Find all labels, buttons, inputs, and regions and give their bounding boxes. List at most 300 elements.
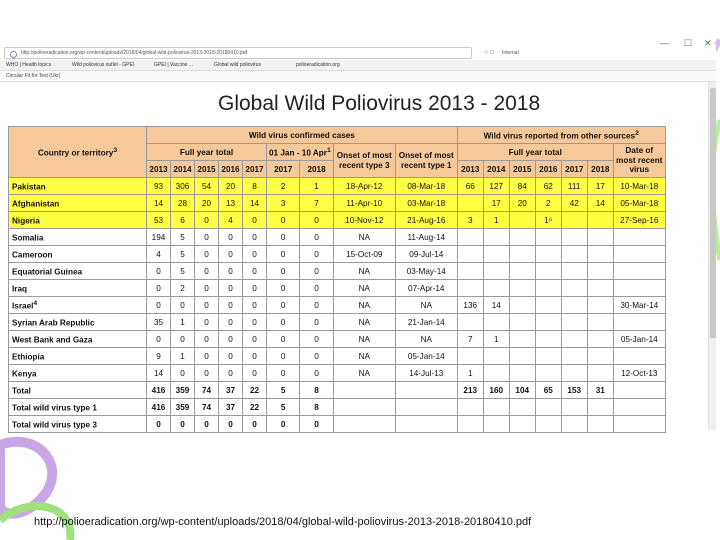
country-header: Country or territory$^3$: [9, 127, 147, 178]
case-count-cell: 0: [300, 297, 333, 314]
case-count-cell: 0: [267, 297, 300, 314]
case-count-cell: 28: [171, 195, 195, 212]
case-count-cell: 0: [171, 416, 195, 433]
onset-type3-cell: [333, 416, 395, 433]
date-recent-cell: [613, 399, 665, 416]
case-count-cell: 0: [147, 297, 171, 314]
table-body: [9, 178, 666, 433]
case-count-cell: 0: [171, 297, 195, 314]
case-count-cell: 7: [300, 195, 333, 212]
other-source-cell: [587, 212, 613, 229]
date-recent-cell: 05-Mar-18: [613, 195, 665, 212]
other-source-cell: [483, 246, 509, 263]
year-header: 2017: [243, 161, 267, 178]
case-count-cell: 416: [147, 382, 171, 399]
case-count-cell: 0: [267, 348, 300, 365]
document-title: Global Wild Poliovirus 2013 - 2018: [218, 92, 541, 115]
date-recent-cell: [613, 314, 665, 331]
case-count-cell: 8: [300, 382, 333, 399]
case-count-cell: 0: [195, 297, 219, 314]
country-cell: Somalia: [9, 229, 147, 246]
table-row: [9, 263, 666, 280]
other-source-cell: [509, 212, 535, 229]
other-source-cell: [561, 331, 587, 348]
country-cell: Total wild virus type 1: [9, 399, 147, 416]
case-count-cell: 37: [219, 382, 243, 399]
favorite-item[interactable]: Wild poliovirus outlet - GPEI: [72, 62, 135, 68]
other-source-cell: [509, 331, 535, 348]
other-source-cell: [561, 416, 587, 433]
onset-type1-cell: 14-Jul-13: [395, 365, 457, 382]
onset-type1-cell: NA: [395, 297, 457, 314]
case-count-cell: 0: [219, 280, 243, 297]
other-source-cell: [535, 280, 561, 297]
browser-tab[interactable]: Internal: [502, 50, 519, 56]
case-count-cell: 0: [300, 280, 333, 297]
other-source-cell: [587, 229, 613, 246]
maximize-icon[interactable]: ☐: [684, 38, 693, 48]
case-count-cell: 0: [195, 280, 219, 297]
case-count-cell: 0: [243, 246, 267, 263]
case-count-cell: 0: [243, 229, 267, 246]
other-source-cell: [561, 246, 587, 263]
year-header: 2018: [587, 161, 613, 178]
other-source-cell: 31: [587, 382, 613, 399]
case-count-cell: 0: [300, 212, 333, 229]
onset-type3-cell: NA: [333, 280, 395, 297]
other-source-cell: [457, 314, 483, 331]
onset-type1-cell: 21-Jan-14: [395, 314, 457, 331]
browser-window: [0, 38, 716, 430]
onset-type3-cell: NA: [333, 365, 395, 382]
period-header: 01 Jan - 10 Apr$^1$: [267, 144, 334, 161]
case-count-cell: 194: [147, 229, 171, 246]
other-source-cell: [587, 416, 613, 433]
case-count-cell: 37: [219, 399, 243, 416]
date-recent-cell: 27-Sep-16: [613, 212, 665, 229]
onset-type1-cell: 09-Jul-14: [395, 246, 457, 263]
other-source-cell: [535, 246, 561, 263]
other-source-cell: [535, 365, 561, 382]
onset-type3-cell: NA: [333, 229, 395, 246]
case-count-cell: 5: [267, 399, 300, 416]
year-header: 2013: [457, 161, 483, 178]
date-recent-cell: [613, 348, 665, 365]
other-source-cell: 160: [483, 382, 509, 399]
onset-type1-cell: NA: [395, 331, 457, 348]
case-count-cell: 0: [300, 348, 333, 365]
date-recent-cell: [613, 246, 665, 263]
country-cell: Nigeria: [9, 212, 147, 229]
case-count-cell: 0: [195, 229, 219, 246]
case-count-cell: 22: [243, 382, 267, 399]
other-source-cell: 127: [483, 178, 509, 195]
table-row: [9, 382, 666, 399]
onset-type3-cell: [333, 399, 395, 416]
other-source-cell: [483, 365, 509, 382]
other-source-cell: [457, 246, 483, 263]
case-count-cell: 0: [171, 331, 195, 348]
case-count-cell: 53: [147, 212, 171, 229]
case-count-cell: 1: [171, 348, 195, 365]
case-count-cell: 14: [147, 365, 171, 382]
onset-type3-cell: 18-Apr-12: [333, 178, 395, 195]
case-count-cell: 5: [267, 382, 300, 399]
other-source-cell: [587, 246, 613, 263]
other-source-cell: 213: [457, 382, 483, 399]
other-source-cell: [483, 263, 509, 280]
other-source-cell: 1: [457, 365, 483, 382]
case-count-cell: 0: [147, 331, 171, 348]
year-header: 2014: [171, 161, 195, 178]
other-source-cell: [587, 348, 613, 365]
favorite-item[interactable]: WHO | Health topics: [6, 62, 52, 68]
other-source-cell: 65: [535, 382, 561, 399]
case-count-cell: 0: [300, 246, 333, 263]
onset-type3-cell: 11-Apr-10: [333, 195, 395, 212]
onset-type1-cell: 03-May-14: [395, 263, 457, 280]
table-row: [9, 416, 666, 433]
case-count-cell: 54: [195, 178, 219, 195]
onset-type3-cell: NA: [333, 348, 395, 365]
other-source-cell: [587, 280, 613, 297]
other-source-cell: [483, 229, 509, 246]
other-source-cell: 17: [587, 178, 613, 195]
other-source-cell: [457, 263, 483, 280]
other-source-cell: [561, 280, 587, 297]
date-recent-cell: [613, 382, 665, 399]
other-source-cell: [587, 314, 613, 331]
favorites-bar: [0, 60, 716, 71]
country-cell: Total: [9, 382, 147, 399]
case-count-cell: 9: [147, 348, 171, 365]
case-count-cell: 1: [300, 178, 333, 195]
onset-type3-cell: NA: [333, 331, 395, 348]
case-count-cell: 0: [267, 331, 300, 348]
favorite-item[interactable]: polioeradication.org: [296, 62, 340, 68]
table-row: [9, 348, 666, 365]
case-count-cell: 0: [147, 280, 171, 297]
date-recent-cell: [613, 416, 665, 433]
case-count-cell: 8: [300, 399, 333, 416]
other-source-cell: 1: [483, 212, 509, 229]
case-count-cell: 0: [267, 212, 300, 229]
minimize-icon[interactable]: —: [660, 38, 669, 48]
other-source-cell: [509, 280, 535, 297]
date-recent-cell: 05-Jan-14: [613, 331, 665, 348]
other-source-cell: [535, 263, 561, 280]
case-count-cell: 5: [171, 229, 195, 246]
onset-type1-cell: 21-Aug-16: [395, 212, 457, 229]
case-count-cell: 93: [147, 178, 171, 195]
case-count-cell: 0: [267, 314, 300, 331]
other-source-cell: 111: [561, 178, 587, 195]
case-count-cell: 0: [243, 365, 267, 382]
case-count-cell: 14: [243, 195, 267, 212]
other-source-cell: 136: [457, 297, 483, 314]
other-source-cell: [535, 331, 561, 348]
command-text[interactable]: Circular Fit for Text (Ukr): [6, 73, 61, 79]
other-source-cell: [561, 314, 587, 331]
table-row: [9, 314, 666, 331]
year-header: 2016: [219, 161, 243, 178]
case-count-cell: 0: [219, 229, 243, 246]
onset-type3-cell: 15-Oct-09: [333, 246, 395, 263]
onset-type3-header: Onset of most recent type 3: [333, 144, 395, 178]
case-count-cell: 0: [243, 263, 267, 280]
other-source-cell: 2: [535, 195, 561, 212]
other-source-cell: [483, 348, 509, 365]
case-count-cell: 5: [171, 246, 195, 263]
case-count-cell: 0: [300, 365, 333, 382]
other-sources-header: Wild virus reported from other sources$^2$: [457, 127, 665, 144]
case-count-cell: 0: [171, 365, 195, 382]
case-count-cell: 0: [195, 263, 219, 280]
address-actions[interactable]: ☆ ☐: [484, 50, 495, 56]
other-source-cell: 153: [561, 382, 587, 399]
other-source-cell: [509, 263, 535, 280]
date-recent-header: Date of most recent virus: [613, 144, 665, 178]
other-source-cell: [535, 399, 561, 416]
case-count-cell: 0: [300, 314, 333, 331]
onset-type3-cell: [333, 382, 395, 399]
onset-type1-cell: 11-Aug-14: [395, 229, 457, 246]
case-count-cell: 2: [267, 178, 300, 195]
year-header: 2014: [483, 161, 509, 178]
case-count-cell: 0: [219, 263, 243, 280]
date-recent-cell: 30-Mar-14: [613, 297, 665, 314]
other-source-cell: 20: [509, 195, 535, 212]
case-count-cell: 0: [267, 365, 300, 382]
vertical-scrollbar[interactable]: [708, 82, 716, 430]
table-row: [9, 178, 666, 195]
case-count-cell: 0: [267, 246, 300, 263]
case-count-cell: 0: [147, 263, 171, 280]
onset-type1-cell: 03-Mar-18: [395, 195, 457, 212]
case-count-cell: 20: [219, 178, 243, 195]
case-count-cell: 0: [243, 212, 267, 229]
case-count-cell: 5: [171, 263, 195, 280]
table-row: [9, 212, 666, 229]
case-count-cell: 2: [171, 280, 195, 297]
case-count-cell: 0: [219, 365, 243, 382]
other-source-cell: [535, 416, 561, 433]
other-source-cell: [535, 314, 561, 331]
case-count-cell: 0: [243, 348, 267, 365]
onset-type3-cell: NA: [333, 297, 395, 314]
case-count-cell: 0: [219, 331, 243, 348]
other-source-cell: 14: [587, 195, 613, 212]
date-recent-cell: [613, 263, 665, 280]
case-count-cell: 1: [171, 314, 195, 331]
case-count-cell: 0: [219, 348, 243, 365]
country-cell: Iraq: [9, 280, 147, 297]
other-source-cell: [509, 229, 535, 246]
other-source-cell: [483, 280, 509, 297]
scrollbar-thumb[interactable]: [710, 88, 716, 338]
other-source-cell: [561, 229, 587, 246]
case-count-cell: 20: [195, 195, 219, 212]
other-source-cell: [509, 365, 535, 382]
other-source-cell: [535, 229, 561, 246]
table-row: [9, 195, 666, 212]
country-cell: West Bank and Gaza: [9, 331, 147, 348]
date-recent-cell: [613, 280, 665, 297]
onset-type3-cell: 10-Nov-12: [333, 212, 395, 229]
table-row: [9, 280, 666, 297]
case-count-cell: 359: [171, 382, 195, 399]
other-source-cell: [587, 399, 613, 416]
other-source-cell: 62: [535, 178, 561, 195]
year-header: 2013: [147, 161, 171, 178]
other-source-cell: [587, 331, 613, 348]
other-source-cell: [561, 399, 587, 416]
onset-type1-header: Onset of most recent type 1: [395, 144, 457, 178]
other-source-cell: 84: [509, 178, 535, 195]
other-source-cell: [561, 212, 587, 229]
favorite-item[interactable]: GPEI | Vaccine ...: [154, 62, 193, 68]
year-header: 2018: [300, 161, 333, 178]
other-source-cell: 104: [509, 382, 535, 399]
case-count-cell: 6: [171, 212, 195, 229]
year-header: 2016: [535, 161, 561, 178]
address-text: http://polioeradication.org/wp-content/uploads/2018/04/global-wild-poliovirus-2013-2018-20180410.pdf: [21, 50, 247, 56]
case-count-cell: 0: [267, 229, 300, 246]
full-year-header: Full year total: [147, 144, 267, 161]
onset-type1-cell: [395, 399, 457, 416]
other-source-cell: [457, 416, 483, 433]
case-count-cell: 0: [300, 263, 333, 280]
wild-confirmed-header: Wild virus confirmed cases: [147, 127, 458, 144]
source-url[interactable]: http://polioeradication.org/wp-content/uploads/2018/04/global-wild-poliovirus-2013-2018-20180410.pdf: [34, 516, 532, 528]
other-source-cell: [561, 348, 587, 365]
other-source-cell: [457, 195, 483, 212]
favorite-item[interactable]: Global wild poliovirus: [214, 62, 261, 68]
poliovirus-table: [8, 126, 666, 433]
other-source-cell: [561, 297, 587, 314]
other-source-cell: [509, 246, 535, 263]
country-cell: Syrian Arab Republic: [9, 314, 147, 331]
other-source-cell: [483, 416, 509, 433]
case-count-cell: 0: [243, 297, 267, 314]
close-icon[interactable]: ✕: [704, 38, 712, 48]
onset-type3-cell: NA: [333, 263, 395, 280]
country-cell: Pakistan: [9, 178, 147, 195]
case-count-cell: 0: [243, 416, 267, 433]
other-source-cell: 42: [561, 195, 587, 212]
other-source-cell: [587, 365, 613, 382]
case-count-cell: 13: [219, 195, 243, 212]
date-recent-cell: 10-Mar-18: [613, 178, 665, 195]
other-source-cell: [483, 314, 509, 331]
year-header: 2017: [267, 161, 300, 178]
case-count-cell: 74: [195, 382, 219, 399]
year-header: 2017: [561, 161, 587, 178]
case-count-cell: 0: [195, 331, 219, 348]
other-source-cell: [509, 399, 535, 416]
other-source-cell: [457, 280, 483, 297]
onset-type1-cell: [395, 416, 457, 433]
case-count-cell: 0: [267, 280, 300, 297]
date-recent-cell: 12-Oct-13: [613, 365, 665, 382]
case-count-cell: 0: [195, 314, 219, 331]
case-count-cell: 0: [300, 229, 333, 246]
case-count-cell: 0: [219, 246, 243, 263]
other-source-cell: 14: [483, 297, 509, 314]
other-source-cell: [509, 348, 535, 365]
case-count-cell: 0: [300, 331, 333, 348]
onset-type1-cell: 07-Apr-14: [395, 280, 457, 297]
country-cell: Afghanistan: [9, 195, 147, 212]
other-source-cell: [509, 416, 535, 433]
case-count-cell: 14: [147, 195, 171, 212]
case-count-cell: 306: [171, 178, 195, 195]
country-cell: Israel$^4$: [9, 297, 147, 314]
country-cell: Cameroon: [9, 246, 147, 263]
case-count-cell: 0: [219, 416, 243, 433]
case-count-cell: 0: [300, 416, 333, 433]
case-count-cell: 4: [147, 246, 171, 263]
case-count-cell: 3: [267, 195, 300, 212]
other-source-cell: [457, 229, 483, 246]
case-count-cell: 8: [243, 178, 267, 195]
address-row: [0, 38, 716, 60]
case-count-cell: 0: [195, 416, 219, 433]
case-count-cell: 35: [147, 314, 171, 331]
case-count-cell: 22: [243, 399, 267, 416]
case-count-cell: 0: [243, 331, 267, 348]
other-source-cell: [483, 399, 509, 416]
onset-type1-cell: 05-Jan-14: [395, 348, 457, 365]
other-source-cell: [587, 297, 613, 314]
address-bar[interactable]: [4, 47, 472, 59]
country-cell: Kenya: [9, 365, 147, 382]
case-count-cell: 0: [243, 280, 267, 297]
other-source-cell: [509, 314, 535, 331]
case-count-cell: 0: [195, 348, 219, 365]
table-row: [9, 229, 666, 246]
other-source-cell: [561, 263, 587, 280]
other-source-cell: [457, 348, 483, 365]
case-count-cell: 0: [195, 212, 219, 229]
other-source-cell: 17: [483, 195, 509, 212]
other-source-cell: [587, 263, 613, 280]
case-count-cell: 0: [219, 314, 243, 331]
table-row: [9, 365, 666, 382]
case-count-cell: 0: [219, 297, 243, 314]
case-count-cell: 4: [219, 212, 243, 229]
country-cell: Ethiopia: [9, 348, 147, 365]
other-source-cell: 1⁶: [535, 212, 561, 229]
case-count-cell: 0: [243, 314, 267, 331]
case-count-cell: 74: [195, 399, 219, 416]
other-source-cell: [561, 365, 587, 382]
onset-type1-cell: [395, 382, 457, 399]
other-source-cell: [457, 399, 483, 416]
command-bar: [0, 71, 716, 82]
year-header: 2015: [509, 161, 535, 178]
other-source-cell: [535, 297, 561, 314]
case-count-cell: 359: [171, 399, 195, 416]
other-source-cell: 1: [483, 331, 509, 348]
other-source-cell: [535, 348, 561, 365]
other-source-cell: 7: [457, 331, 483, 348]
table-row: [9, 246, 666, 263]
case-count-cell: 416: [147, 399, 171, 416]
country-cell: Equatorial Guinea: [9, 263, 147, 280]
other-full-year-header: Full year total: [457, 144, 613, 161]
table-row: [9, 331, 666, 348]
